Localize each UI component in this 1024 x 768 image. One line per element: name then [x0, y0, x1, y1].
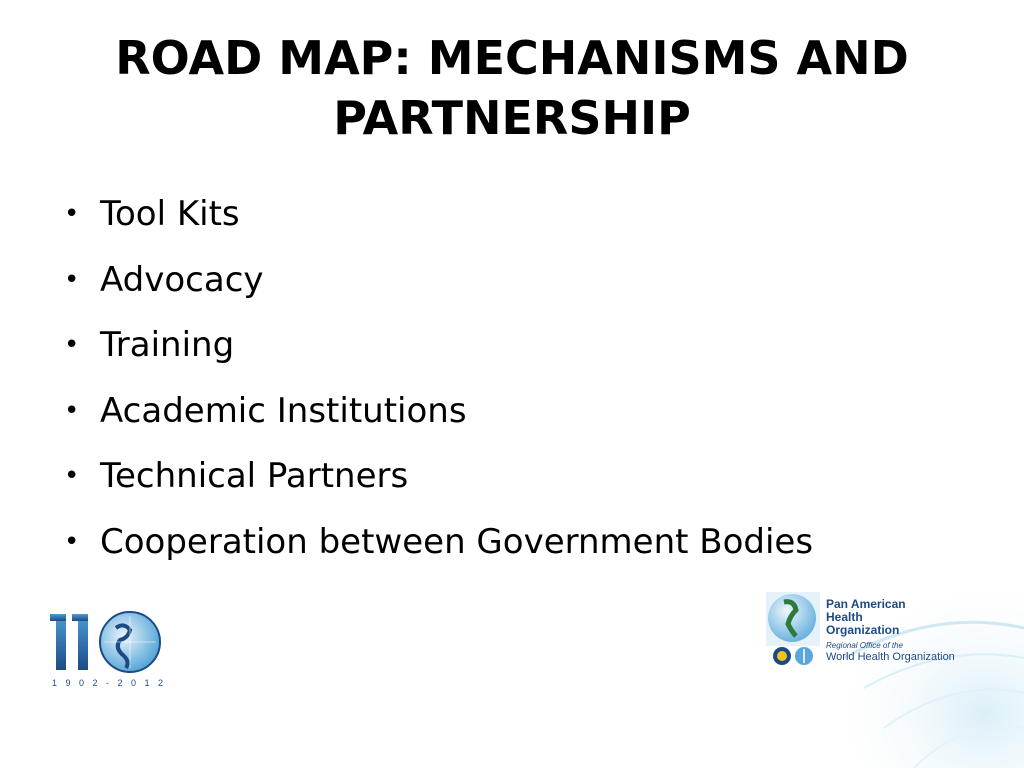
bullet-text: Advocacy — [100, 259, 264, 300]
bullet-text: Cooperation between Government Bodies — [100, 521, 814, 562]
bullet-text: Training — [100, 325, 235, 365]
bullet-text: Academic Institutions — [100, 390, 467, 431]
paho-subtitle: Regional Office of the — [826, 641, 903, 650]
slide-title: ROAD MAP: MECHANISMS AND PARTNERSHIP — [115, 31, 909, 145]
bullet-item — [60, 248, 980, 314]
bullet-item — [60, 379, 980, 445]
paho-name-line2: Health — [826, 610, 863, 624]
bullet-dot-icon: • — [64, 330, 80, 360]
bullet-text: Tool Kits — [100, 194, 240, 234]
bullet-dot-icon: • — [64, 395, 80, 426]
bullet-dot-icon: • — [64, 526, 80, 557]
bullet-dot-icon: • — [64, 461, 80, 491]
bullet-item — [60, 313, 980, 379]
paho-globe-icon — [760, 588, 824, 672]
bullet-dot-icon: • — [64, 264, 80, 295]
anniversary-years: 1 9 0 2 - 2 0 1 2 — [52, 678, 167, 688]
bullet-dot-icon: • — [64, 199, 80, 229]
paho-name-line3: Organization — [826, 623, 900, 637]
bullet-item — [60, 510, 980, 576]
bullet-text: Technical Partners — [100, 456, 409, 496]
paho-name-line1: Pan American — [826, 597, 906, 611]
bullet-list — [60, 182, 980, 575]
bullet-item — [60, 182, 980, 248]
bullet-item — [60, 444, 980, 510]
paho-who-name: World Health Organization — [826, 651, 955, 663]
paho-who-logo — [760, 588, 970, 672]
paho-text-block — [826, 598, 955, 663]
